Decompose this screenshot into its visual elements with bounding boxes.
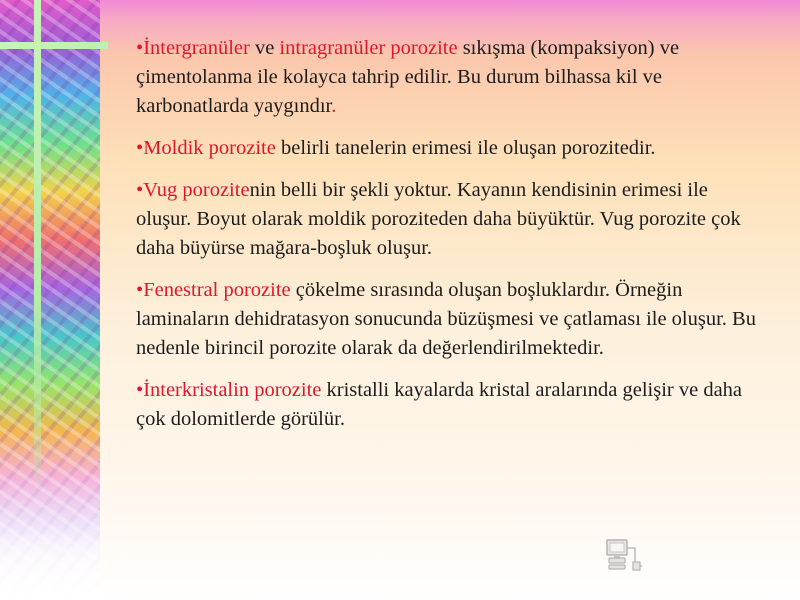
bullet-dot: •: [136, 279, 144, 301]
bullet-dot: •: [136, 137, 144, 159]
text-segment: sıkışma (kompaksiyon) ve çimentolanma ile kolayca tahrip edilir. Bu durum bilhassa kil ve karbonatlarda yaygındır: [136, 37, 680, 117]
text-segment: çökelme sırasında oluşan boşluklardır. Örneğin laminaların dehidratasyon sonucunda büzüşmesi ve çatlaması ile oluşur. Bu nedenle birincil porozite olarak da değerlendirilmektedir.: [136, 279, 756, 359]
text-segment: nin belli bir şekli yoktur. Kayanın kendisinin erimesi ile oluşur. Boyut olarak moldik poroziteden daha büyüktür. Vug porozite çok daha büyürse mağara-boşluk oluşur.: [136, 179, 741, 259]
bullet-dot: •: [136, 179, 144, 201]
term-moldic: Moldik porozite: [143, 137, 276, 159]
bullet-paragraph-vug: [136, 176, 762, 263]
bullet-dot: •: [136, 37, 144, 59]
decorative-mosaic-strip: [0, 0, 100, 600]
bullet-paragraph-fenestral: [136, 276, 762, 363]
computer-network-icon: [604, 536, 644, 576]
bullet-paragraph-intercrystalline: [136, 376, 762, 434]
bullet-paragraph-intergranular: [136, 34, 762, 121]
decorative-horizontal-line: [0, 42, 108, 49]
term-intergranular: İntergranüler: [143, 37, 250, 59]
bullet-paragraph-moldic: [136, 134, 762, 163]
text-segment: ve: [249, 37, 280, 59]
term-fenestral: Fenestral porozite: [143, 279, 291, 301]
text-period: .: [331, 95, 337, 117]
term-intragranular: intragranüler porozite: [279, 37, 458, 59]
term-vug: Vug porozite: [143, 179, 250, 201]
term-intercrystalline: İnterkristalin porozite: [143, 379, 322, 401]
bullet-dot: •: [136, 379, 144, 401]
decorative-vertical-line: [34, 0, 41, 500]
text-segment: belirli tanelerin erimesi ile oluşan porozitedir.: [275, 137, 656, 159]
text-segment: kristalli kayalarda kristal aralarında gelişir ve daha çok dolomitlerde görülür.: [136, 379, 743, 430]
slide-content: [136, 34, 762, 447]
